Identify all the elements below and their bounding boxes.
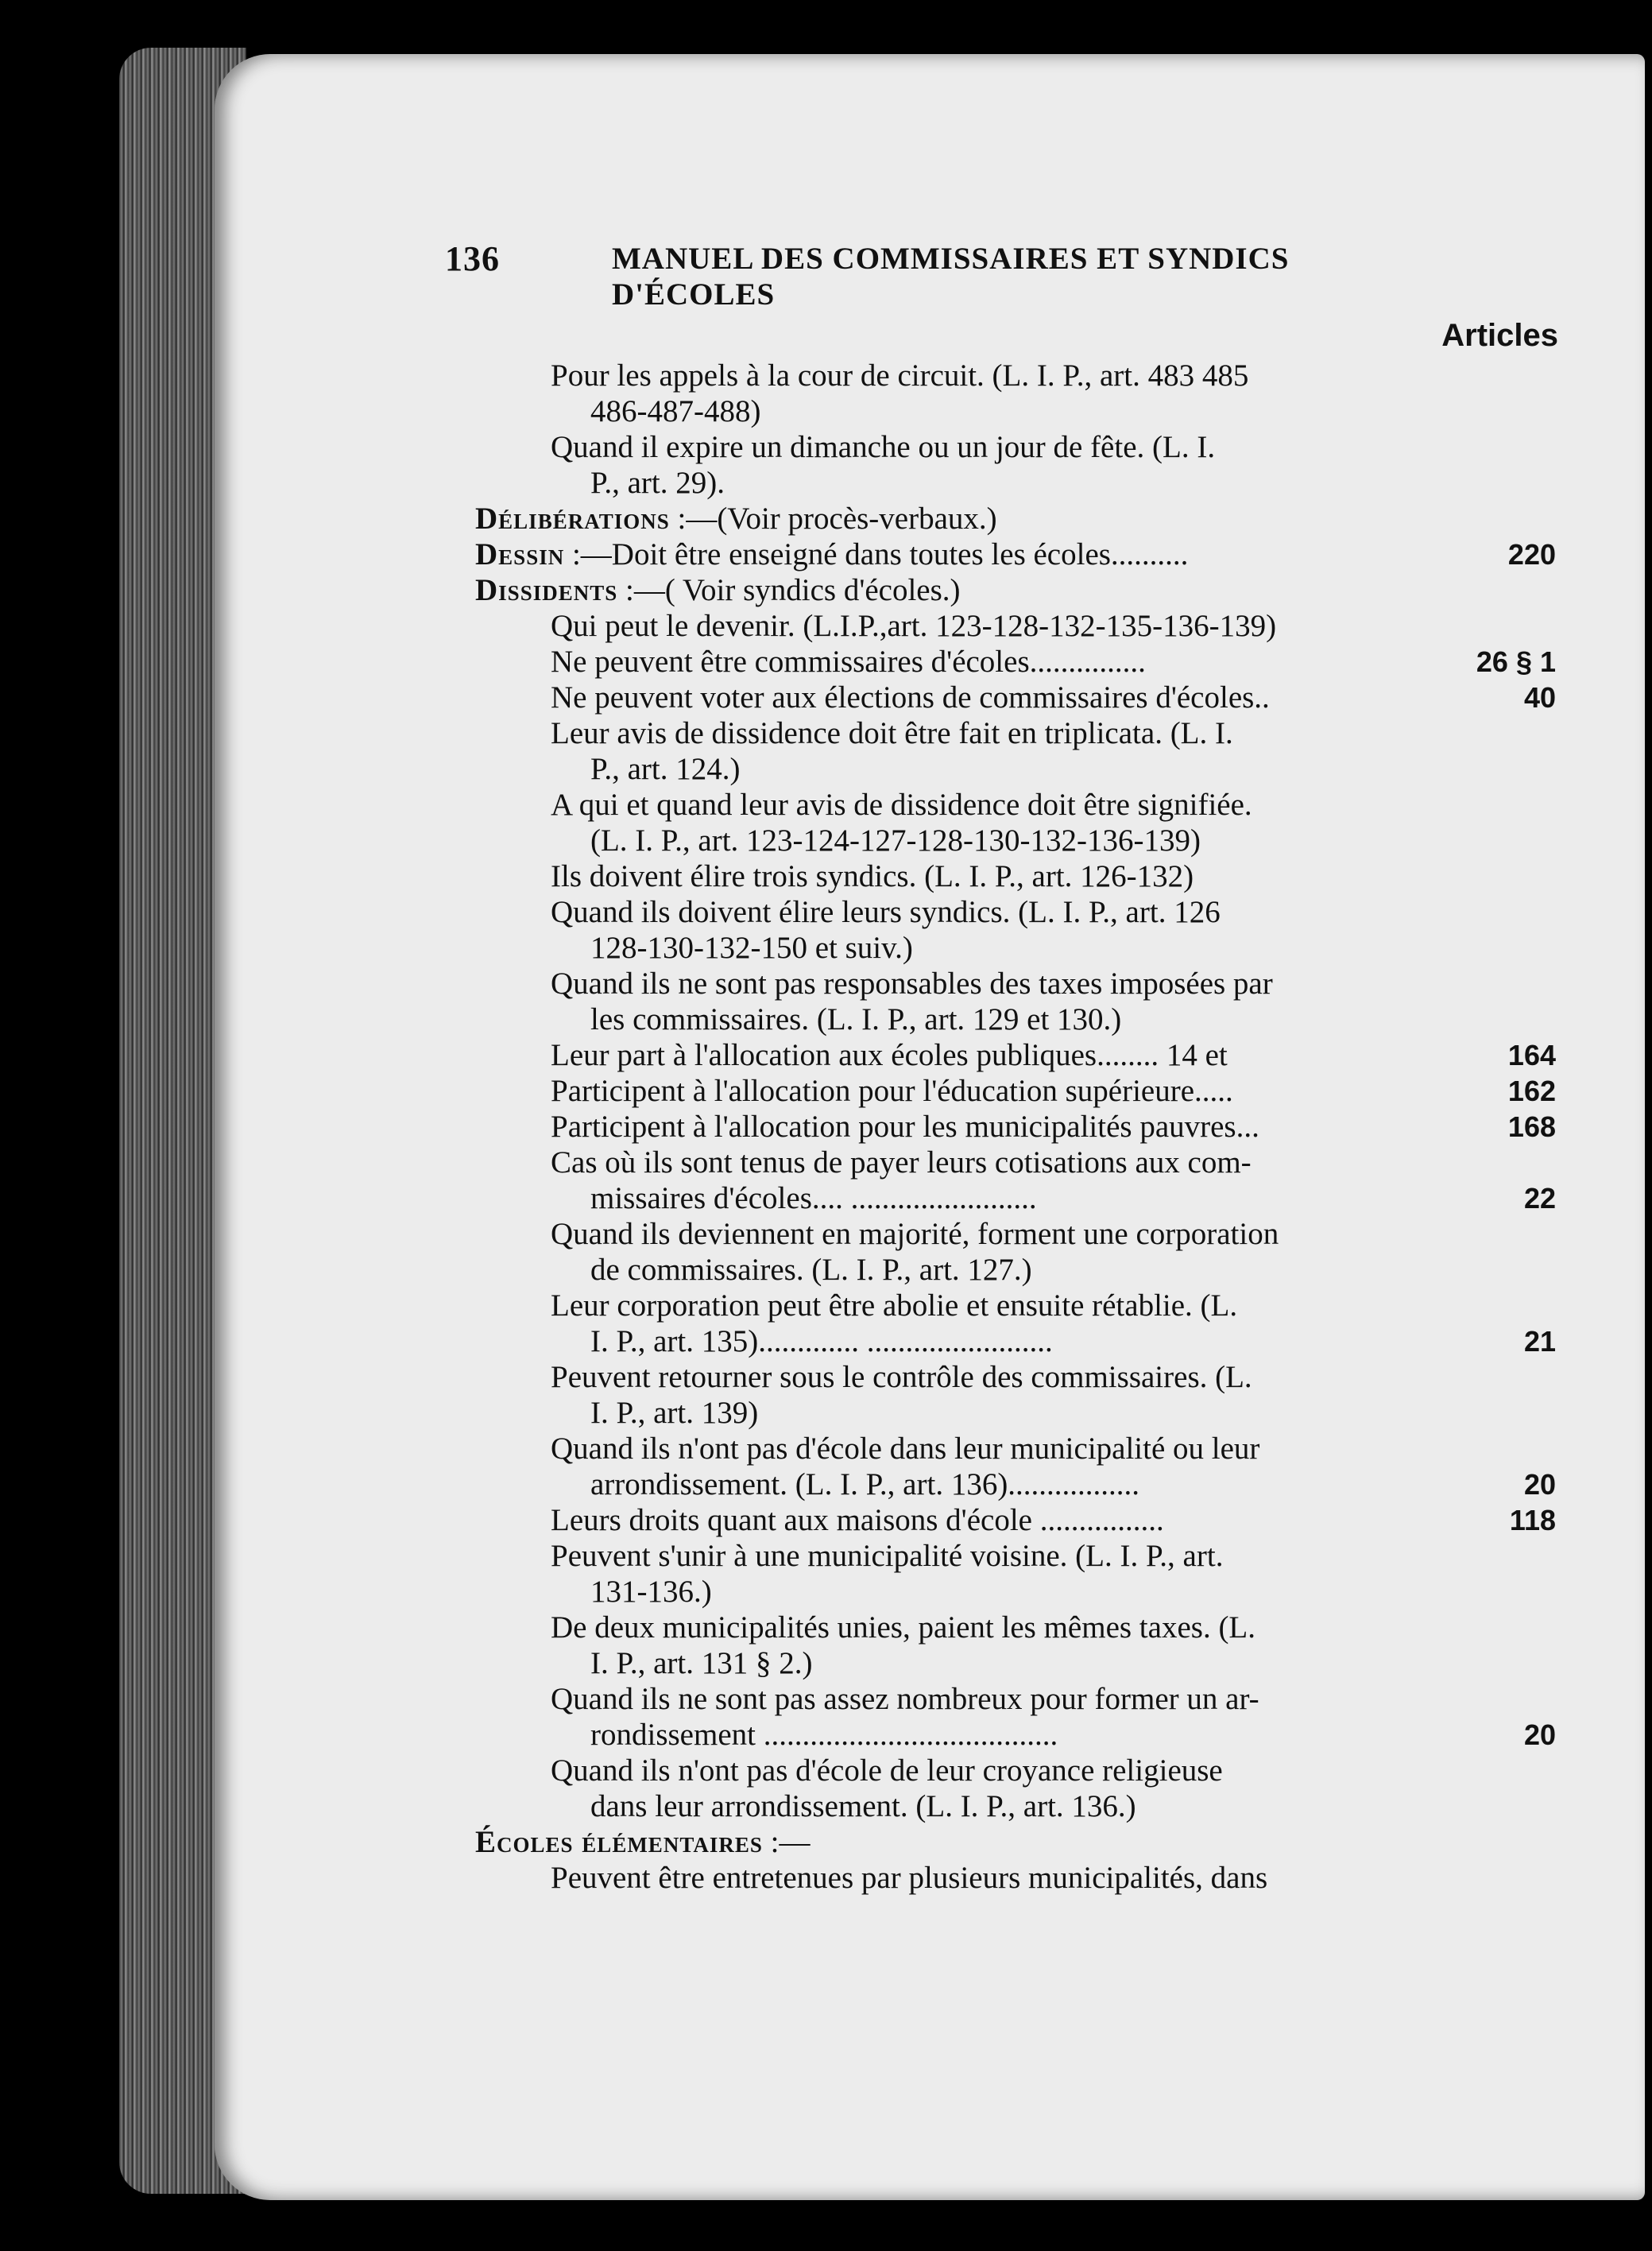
entry-line [475, 1180, 1556, 1216]
entry-line [475, 644, 1556, 680]
entry-text: Quand ils n'ont pas d'école dans leur municipalité ou leur [551, 1432, 1260, 1466]
index-entry [475, 1145, 1556, 1216]
entry-heading: Dissidents [475, 573, 618, 607]
index-entry [475, 787, 1556, 858]
entry-line [475, 751, 1556, 787]
entry-line [475, 1145, 1556, 1180]
page-number: 136 [445, 239, 500, 278]
index-entry [475, 1538, 1556, 1610]
entry-text: I. P., art. 131 § 2.) [590, 1646, 813, 1680]
index-entry [475, 1502, 1556, 1538]
entry-line [475, 1574, 1556, 1610]
entry-heading: Délibérations [475, 502, 670, 536]
entry-text: :—(Voir procès-verbaux.) [669, 502, 997, 536]
index-entry [475, 1681, 1556, 1753]
entry-text: Quand ils ne sont pas assez nombreux pour former un ar- [551, 1682, 1259, 1716]
entry-text: Quand ils doivent élire leurs syndics. (L. I. P., art. 126 [551, 895, 1221, 929]
entry-text: :—( Voir syndics d'écoles.) [617, 573, 961, 607]
entry-line [475, 1395, 1556, 1431]
entry-text: Ils doivent élire trois syndics. (L. I. P., art. 126-132) [551, 859, 1194, 893]
index-entry [475, 1824, 1556, 1860]
entry-line [475, 358, 1556, 393]
article-reference: 40 [1523, 681, 1556, 714]
entry-line [475, 1216, 1556, 1252]
article-reference: 21 [1523, 1325, 1556, 1358]
entry-line [475, 715, 1556, 751]
index-entry [475, 1037, 1556, 1073]
index-entry [475, 1109, 1556, 1145]
entry-text: P., art. 29). [590, 466, 725, 500]
index-entry [475, 501, 1556, 537]
entry-text: Ne peuvent voter aux élections de commissaires d'écoles.. [551, 680, 1270, 715]
article-reference: 118 [1509, 1504, 1556, 1536]
index-entry [475, 858, 1556, 894]
index-entry [475, 680, 1556, 715]
entry-text: Peuvent s'unir à une municipalité voisine. (L. I. P., art. [551, 1539, 1224, 1573]
index-entry [475, 572, 1556, 608]
entry-text: Quand il expire un dimanche ou un jour de fête. (L. I. [551, 430, 1216, 464]
entry-heading: Écoles élémentaires [475, 1825, 763, 1859]
entry-text: I. P., art. 135)............. ........................ [590, 1324, 1053, 1358]
entry-line [475, 501, 1556, 537]
entry-line [475, 1824, 1556, 1860]
entry-text: 131-136.) [590, 1575, 712, 1609]
entry-line [475, 1252, 1556, 1288]
entry-line [475, 1109, 1556, 1145]
entry-text: Cas où ils sont tenus de payer leurs cotisations aux com- [551, 1145, 1252, 1180]
entry-line [475, 1645, 1556, 1681]
index-entry [475, 1753, 1556, 1824]
index-entry [475, 1288, 1556, 1359]
article-reference: 20 [1523, 1718, 1556, 1751]
entry-line [475, 1681, 1556, 1717]
entry-text: Qui peut le devenir. (L.I.P.,art. 123-128-132-135-136-139) [551, 609, 1277, 643]
entry-line [475, 537, 1556, 572]
entry-text: P., art. 124.) [590, 752, 741, 786]
entry-heading: Dessin [475, 537, 565, 571]
entry-text: :—Doit être enseigné dans toutes les écoles.......... [564, 537, 1189, 571]
entry-text: dans leur arrondissement. (L. I. P., art. 136.) [590, 1789, 1136, 1823]
entry-text: Leur avis de dissidence doit être fait en triplicata. (L. I. [551, 716, 1233, 750]
entry-text: 128-130-132-150 et suiv.) [590, 931, 913, 965]
entry-text: (L. I. P., art. 123-124-127-128-130-132-136-139) [590, 823, 1201, 858]
running-title: MANUEL DES COMMISSAIRES ET SYNDICS D'ÉCOLES [612, 242, 1290, 312]
entry-line [475, 572, 1556, 608]
entry-line [475, 465, 1556, 501]
index-entry [475, 1431, 1556, 1502]
index-entry [475, 894, 1556, 966]
entry-text: Leur corporation peut être abolie et ensuite rétablie. (L. [551, 1288, 1238, 1323]
entry-text: Quand ils ne sont pas responsables des taxes imposées par [551, 967, 1273, 1001]
entry-line [475, 1359, 1556, 1395]
entry-text: Quand ils n'ont pas d'école de leur croyance religieuse [551, 1753, 1223, 1788]
article-reference: 22 [1523, 1182, 1556, 1215]
entry-line [475, 1860, 1556, 1896]
index-entry [475, 608, 1556, 644]
entry-text: :— [762, 1825, 811, 1859]
entry-line [475, 1466, 1556, 1502]
index-entry [475, 1860, 1556, 1896]
entry-text: Peuvent être entretenues par plusieurs municipalités, dans [551, 1861, 1268, 1895]
entry-text: les commissaires. (L. I. P., art. 129 et 130.) [590, 1002, 1122, 1036]
article-reference: 164 [1507, 1039, 1556, 1071]
index-entry [475, 429, 1556, 501]
index-entry [475, 715, 1556, 787]
entry-text: A qui et quand leur avis de dissidence doit être signifiée. [551, 788, 1252, 822]
entry-line [475, 858, 1556, 894]
article-reference: 220 [1507, 538, 1556, 571]
entry-line [475, 1788, 1556, 1824]
entry-text: missaires d'écoles.... ........................ [590, 1181, 1037, 1215]
entry-line [475, 1037, 1556, 1073]
entry-text: I. P., art. 139) [590, 1396, 759, 1430]
entry-line [475, 608, 1556, 644]
entry-line [475, 1502, 1556, 1538]
entry-text: 486-487-488) [590, 394, 761, 428]
entry-text: Leur part à l'allocation aux écoles publiques........ 14 et [551, 1038, 1228, 1072]
articles-column-heading: Articles [1441, 318, 1558, 353]
entry-text: Pour les appels à la cour de circuit. (L. I. P., art. 483 485 [551, 358, 1249, 393]
entry-line [475, 894, 1556, 930]
entry-text: arrondissement. (L. I. P., art. 136)................. [590, 1467, 1140, 1501]
index-entry [475, 1610, 1556, 1681]
entry-text: Peuvent retourner sous le contrôle des commissaires. (L. [551, 1360, 1252, 1394]
entry-line [475, 1717, 1556, 1753]
entry-line [475, 1753, 1556, 1788]
entry-line [475, 1323, 1556, 1359]
index-entry [475, 537, 1556, 572]
entry-line [475, 393, 1556, 429]
entry-line [475, 1538, 1556, 1574]
entry-line [475, 1073, 1556, 1109]
entry-text: de commissaires. (L. I. P., art. 127.) [590, 1253, 1032, 1287]
article-reference: 162 [1507, 1075, 1556, 1107]
entry-line [475, 787, 1556, 823]
entry-text: Participent à l'allocation pour les municipalités pauvres... [551, 1110, 1259, 1144]
index-entry [475, 1216, 1556, 1288]
entry-line [475, 1288, 1556, 1323]
entry-text: Ne peuvent être commissaires d'écoles............... [551, 645, 1146, 679]
entry-line [475, 930, 1556, 966]
article-reference: 20 [1523, 1468, 1556, 1501]
index-entry [475, 1359, 1556, 1431]
index-entry [475, 966, 1556, 1037]
entry-text: De deux municipalités unies, paient les mêmes taxes. (L. [551, 1610, 1256, 1645]
entry-line [475, 823, 1556, 858]
entry-line [475, 429, 1556, 465]
entry-line [475, 1610, 1556, 1645]
index-entries [475, 358, 1556, 1896]
entry-line [475, 1002, 1556, 1037]
index-entry [475, 1073, 1556, 1109]
entry-text: rondissement ...................................... [590, 1718, 1058, 1752]
entry-line [475, 966, 1556, 1002]
entry-line [475, 1431, 1556, 1466]
entry-text: Quand ils deviennent en majorité, forment une corporation [551, 1217, 1279, 1251]
entry-line [475, 680, 1556, 715]
article-reference: 168 [1507, 1110, 1556, 1143]
entry-text: Leurs droits quant aux maisons d'école ................ [551, 1503, 1164, 1537]
index-entry [475, 644, 1556, 680]
index-entry [475, 358, 1556, 429]
article-reference: 26 § 1 [1476, 645, 1556, 678]
entry-text: Participent à l'allocation pour l'éducation supérieure..... [551, 1074, 1233, 1108]
